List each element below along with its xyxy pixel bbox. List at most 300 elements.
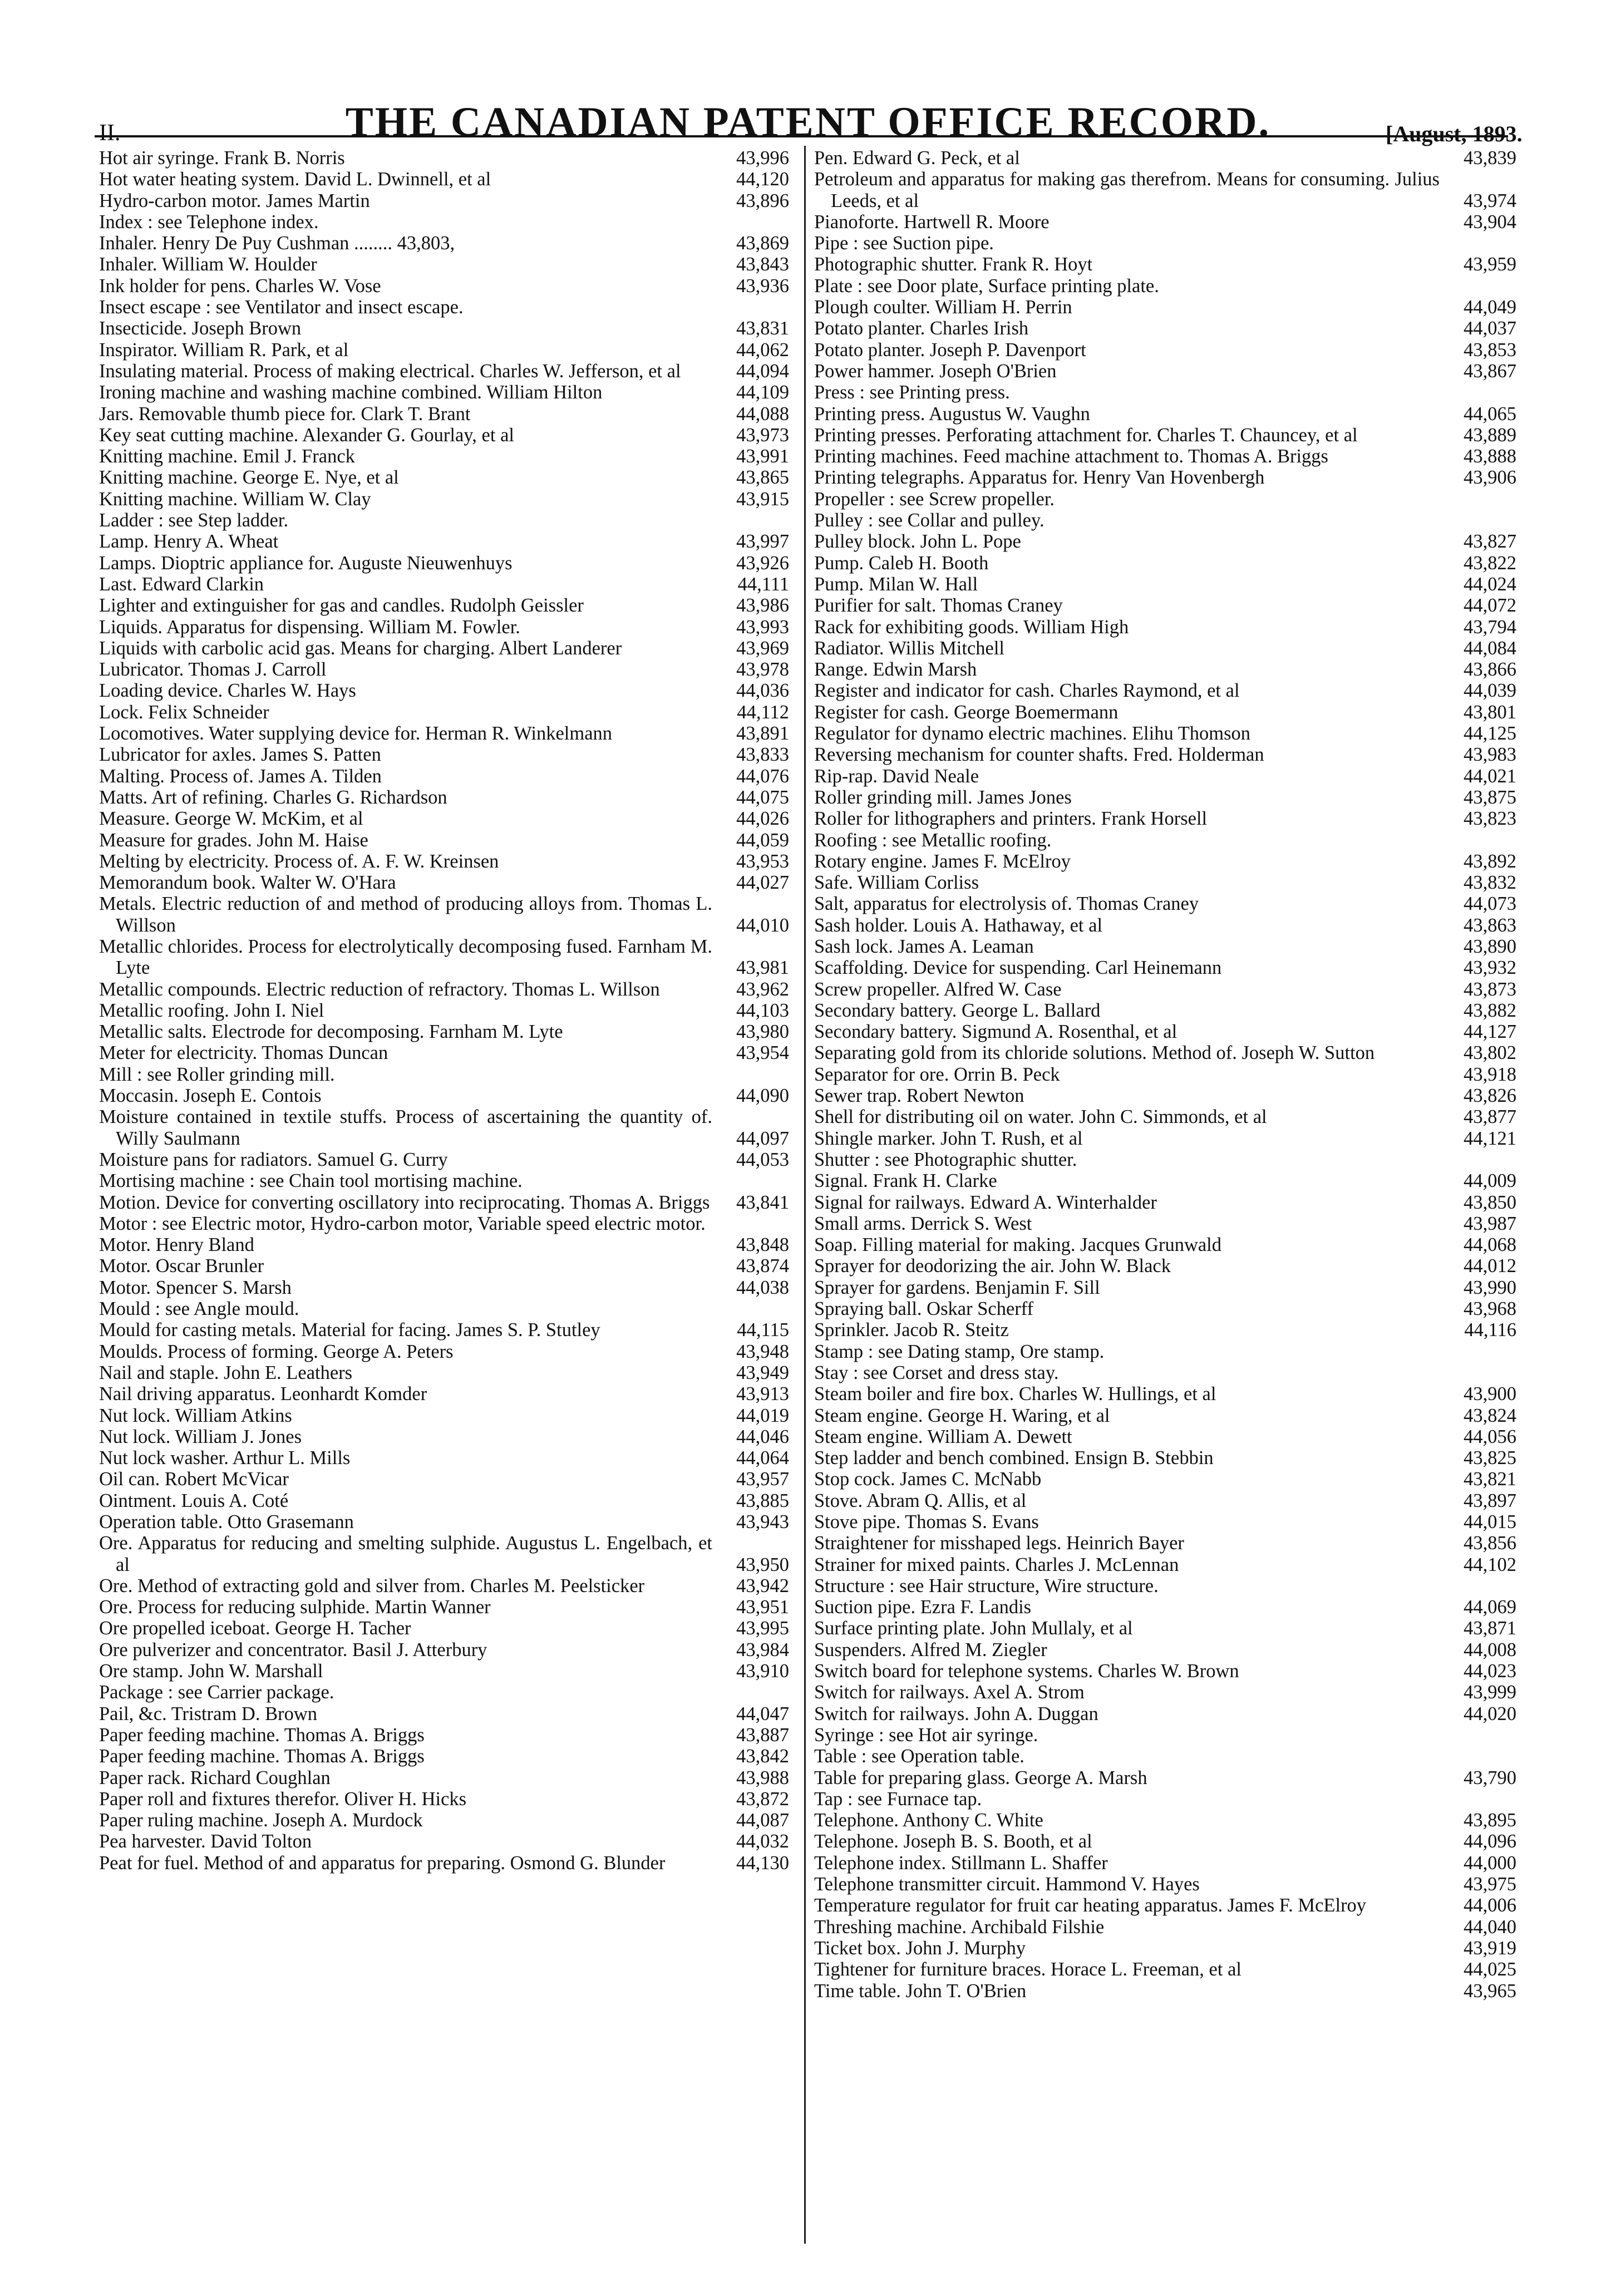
index-entry [99,1682,789,1703]
patent-number: 44,115 [737,1319,789,1341]
index-entry [814,1980,1516,2002]
entry-text: Separator for ore. Orrin B. Peck [814,1063,1060,1085]
patent-number: 44,036 [736,680,789,702]
entry-text: Inhaler. William W. Houlder [99,254,317,275]
entry-text: Roller grinding mill. James Jones [814,786,1072,808]
index-entry [99,211,789,233]
entry-text: Rotary engine. James F. McElroy [814,850,1071,872]
entry-text: Telephone. Joseph B. S. Booth, et al [814,1831,1092,1852]
patent-number: 43,866 [1464,659,1516,681]
patent-number: 44,069 [1464,1597,1516,1618]
patent-number: 43,882 [1464,999,1516,1021]
index-entry [814,1341,1516,1362]
entry-text: Oil can. Robert McVicar [99,1469,289,1490]
entry-text: Motor : see Electric motor, Hydro-carbon motor, Variable speed electric motor. [99,1213,706,1234]
index-entry [814,1938,1516,1959]
index-entry [99,1298,789,1319]
entry-text: Small arms. Derrick S. West [814,1213,1032,1234]
index-entry [814,1021,1516,1042]
index-entry [99,318,789,339]
entry-text: Soap. Filling material for making. Jacques Grunwald [814,1234,1222,1256]
patent-number: 43,965 [1464,1980,1516,2002]
entry-text: Table for preparing glass. George A. Marsh [814,1767,1147,1788]
patent-number: 43,871 [1464,1618,1516,1639]
entry-text: Memorandum book. Walter W. O'Hara [99,872,396,894]
patent-number: 43,910 [736,1661,789,1682]
entry-text: Switch for railways. John A. Duggan [814,1703,1098,1725]
index-entry [814,702,1516,723]
patent-number: 43,936 [736,275,789,297]
index-entry [814,1554,1516,1575]
index-entry [99,723,789,744]
index-entry [814,275,1516,297]
index-entry [814,1788,1516,1810]
index-entry [814,1639,1516,1661]
entry-text: Nut lock washer. Arthur L. Mills [99,1447,351,1469]
entry-text: Structure : see Hair structure, Wire structure. [814,1575,1159,1597]
index-entry [814,1725,1516,1746]
entry-text: Time table. John T. O'Brien [814,1980,1027,2002]
entry-text: Table : see Operation table. [814,1746,1024,1767]
patent-number: 43,869 [736,233,789,254]
index-entry [814,1128,1516,1149]
index-entry [99,1362,789,1383]
index-entry [99,361,789,382]
patent-number: 43,954 [736,1042,789,1064]
entry-text: Press : see Printing press. [814,382,1010,403]
entry-text: Reversing mechanism for counter shafts. Fred. Holderman [814,744,1264,766]
entry-text: Motor. Henry Bland [99,1234,254,1256]
entry-text: Metallic roofing. John I. Niel [99,999,324,1021]
patent-number: 43,919 [1464,1937,1516,1959]
patent-number: 44,039 [1464,680,1516,702]
index-entry [814,1106,1516,1127]
index-entry [99,680,789,701]
entry-text: Ointment. Louis A. Coté [99,1490,289,1511]
index-entry [99,638,789,659]
index-entry [99,403,789,425]
entry-text: Shell for distributing oil on water. John C. Simmonds, et al [814,1106,1267,1128]
index-entry [99,1149,789,1170]
right-column [814,147,1516,2002]
patent-number: 44,072 [1464,595,1516,617]
index-entry [99,1511,789,1533]
entry-text: Measure for grades. John M. Haise [99,829,368,851]
entry-text: Rack for exhibiting goods. William High [814,616,1129,638]
entry-text: Hydro-carbon motor. James Martin [99,190,370,211]
index-entry [99,979,789,1000]
patent-number: 43,975 [1464,1874,1516,1895]
entry-text: Ticket box. John J. Murphy [814,1937,1026,1959]
index-entry [99,147,789,169]
patent-number: 43,969 [736,637,789,659]
entry-text: Ore. Method of extracting gold and silver from. Charles M. Peelsticker [99,1575,645,1597]
entry-text: Liquids with carbolic acid gas. Means for charging. Albert Landerer [99,637,622,659]
patent-number: 43,895 [1464,1810,1516,1831]
patent-number: 44,049 [1464,297,1516,318]
patent-number: 43,915 [736,488,789,510]
index-entry [99,531,789,552]
entry-text: Shingle marker. John T. Rush, et al [814,1127,1083,1149]
entry-text: Locomotives. Water supplying device for. Herman R. Winkelmann [99,723,613,745]
index-entry [814,808,1516,829]
index-entry [814,744,1516,765]
index-entry [99,1788,789,1810]
entry-text: Register and indicator for cash. Charles Raymond, et al [814,680,1240,702]
patent-number: 43,856 [1464,1533,1516,1554]
entry-text: Nail driving apparatus. Leonhardt Komder [99,1383,427,1405]
index-entry [814,638,1516,659]
entry-text: Moisture contained in textile stuffs. Process of ascertaining the quantity of. Willy Saulmann [99,1106,712,1149]
index-entry [814,1255,1516,1277]
patent-number: 43,997 [736,531,789,553]
entry-text: Telephone index. Stillmann L. Shaffer [814,1852,1108,1874]
patent-number: 43,986 [736,595,789,617]
index-entry [814,1192,1516,1213]
index-entry [814,1000,1516,1021]
index-entry [814,1490,1516,1511]
index-entry [814,425,1516,446]
patent-number: 43,833 [736,744,789,766]
entry-text: Pea harvester. David Tolton [99,1831,312,1852]
entry-text: Stove pipe. Thomas S. Evans [814,1511,1039,1533]
entry-text: Mould for casting metals. Material for facing. James S. P. Stutley [99,1319,600,1341]
index-entry [99,1255,789,1277]
entry-text: Radiator. Willis Mitchell [814,637,1004,659]
patent-number: 43,867 [1464,360,1516,382]
entry-text: Spraying ball. Oskar Scherff [814,1298,1034,1320]
index-entry [814,403,1516,425]
entry-text: Printing machines. Feed machine attachment to. Thomas A. Briggs [814,446,1328,467]
entry-text: Motor. Spencer S. Marsh [99,1277,292,1298]
entry-text: Photographic shutter. Frank R. Hoyt [814,254,1093,275]
index-entry [99,1725,789,1746]
patent-number: 43,996 [736,147,789,169]
patent-number: 43,897 [1464,1490,1516,1511]
patent-number: 43,872 [736,1788,789,1810]
index-entry [814,574,1516,595]
entry-text: Printing telegraphs. Apparatus for. Henry Van Hovenbergh [814,467,1265,489]
index-entry [99,830,789,851]
entry-text: Lubricator. Thomas J. Carroll [99,659,327,681]
entry-text: Printing presses. Perforating attachment for. Charles T. Chauncey, et al [814,424,1358,446]
entry-text: Inspirator. William R. Park, et al [99,339,349,361]
entry-text: Pulley block. John L. Pope [814,531,1021,553]
index-entry [99,1213,789,1234]
patent-number: 43,988 [736,1767,789,1788]
entry-text: Last. Edward Clarkin [99,573,264,595]
entry-text: Suction pipe. Ezra F. Landis [814,1597,1032,1618]
index-entry [99,233,789,254]
index-entry [99,489,789,510]
index-entry [814,233,1516,254]
patent-number: 44,032 [736,1831,789,1852]
patent-number: 43,990 [1464,1277,1516,1298]
patent-number: 43,802 [1464,1042,1516,1064]
entry-text: Peat for fuel. Method of and apparatus for preparing. Osmond G. Blunder [99,1852,666,1874]
patent-number: 43,978 [736,659,789,681]
entry-text: Syringe : see Hot air syringe. [814,1724,1038,1746]
entry-text: Matts. Art of refining. Charles G. Richardson [99,786,447,808]
index-entry [99,617,789,638]
entry-text: Insect escape : see Ventilator and insect escape. [99,297,464,318]
patent-number: 43,942 [736,1575,789,1597]
index-entry [814,553,1516,574]
index-entry [814,254,1516,275]
entry-text: Separating gold from its chloride solutions. Method of. Joseph W. Sutton [814,1042,1375,1064]
patent-number: 44,047 [736,1703,789,1725]
patent-number: 44,121 [1464,1127,1516,1149]
index-entry [99,510,789,531]
entry-text: Sprinkler. Jacob R. Steitz [814,1319,1009,1341]
patent-number: 43,943 [736,1511,789,1533]
index-entry [99,297,789,318]
patent-number: 43,926 [736,552,789,574]
patent-number: 43,887 [736,1724,789,1746]
entry-text: Metallic compounds. Electric reduction of refractory. Thomas L. Willson [99,978,660,1000]
entry-text: Knitting machine. William W. Clay [99,488,371,510]
entry-text: Paper ruling machine. Joseph A. Murdock [99,1810,423,1831]
patent-number: 44,111 [737,573,789,595]
index-entry [99,190,789,211]
entry-text: Measure. George W. McKim, et al [99,808,363,830]
patent-number: 43,885 [736,1490,789,1511]
entry-text: Stop cock. James C. McNabb [814,1469,1042,1490]
entry-text: Printing press. Augustus W. Vaughn [814,403,1090,425]
patent-number: 44,000 [1464,1852,1516,1874]
patent-number: 43,949 [736,1362,789,1383]
index-entry [814,1469,1516,1490]
patent-number: 44,125 [1464,723,1516,745]
index-entry [99,1277,789,1298]
entry-text: Hot air syringe. Frank B. Norris [99,147,345,169]
entry-text: Moccasin. Joseph E. Contois [99,1085,322,1107]
entry-text: Insecticide. Joseph Brown [99,318,302,339]
entry-text: Stamp : see Dating stamp, Ore stamp. [814,1341,1105,1362]
index-entry [814,1511,1516,1533]
entry-text: Paper feeding machine. Thomas A. Briggs [99,1746,425,1767]
index-entry [814,1852,1516,1874]
index-entry [99,1852,789,1874]
entry-text: Package : see Carrier package. [99,1682,334,1703]
entry-text: Ore propelled iceboat. George H. Tacher [99,1618,411,1639]
index-entry [99,1703,789,1725]
index-entry [99,872,789,893]
index-entry [814,1703,1516,1725]
entry-text: Motion. Device for converting oscillatory into reciprocating. Thomas A. Briggs [99,1191,710,1213]
entry-text: Steam engine. William A. Dewett [814,1426,1072,1447]
patent-number: 43,932 [1464,957,1516,979]
entry-text: Malting. Process of. James A. Tilden [99,765,382,787]
patent-number: 43,983 [1464,744,1516,766]
entry-text: Shutter : see Photographic shutter. [814,1149,1077,1170]
index-entry [814,211,1516,233]
page-title: THE CANADIAN PATENT OFFICE RECORD. [345,99,1271,145]
patent-number: 43,993 [736,616,789,638]
entry-text: Regulator for dynamo electric machines. Elihu Thomson [814,723,1251,745]
entry-text: Roofing : see Metallic roofing. [814,829,1052,851]
index-entry [99,1383,789,1405]
entry-text: Liquids. Apparatus for dispensing. William M. Fowler. [99,616,520,638]
entry-text: Paper roll and fixtures therefor. Oliver H. Hicks [99,1788,467,1810]
entry-text: Ore. Process for reducing sulphide. Martin Wanner [99,1597,491,1618]
entry-text: Tightener for furniture braces. Horace L. Freeman, et al [814,1959,1241,1980]
entry-text: Lubricator for axles. James S. Patten [99,744,381,766]
index-entry [814,680,1516,701]
index-entry [99,467,789,488]
entry-text: Metallic salts. Electrode for decomposing. Farnham M. Lyte [99,1021,563,1043]
patent-number: 44,112 [737,701,789,723]
patent-number: 44,102 [1464,1554,1516,1575]
index-entry [814,1383,1516,1405]
entry-text: Rip-rap. David Neale [814,765,979,787]
patent-number: 43,822 [1464,552,1516,574]
entry-text: Melting by electricity. Process of. A. F. W. Kreinsen [99,850,499,872]
index-entry [99,425,789,446]
entry-text: Signal. Frank H. Clarke [814,1170,997,1192]
index-entry [99,1426,789,1447]
index-entry [99,1447,789,1469]
patent-number: 44,006 [1464,1895,1516,1916]
index-entry [814,851,1516,872]
patent-number: 44,096 [1464,1831,1516,1852]
index-entry [99,851,789,872]
patent-number: 43,841 [736,1191,789,1213]
index-entry [814,1661,1516,1682]
entry-text: Safe. William Corliss [814,872,979,894]
index-entry [99,1533,789,1575]
patent-number: 43,968 [1464,1298,1516,1320]
entry-text: Telephone. Anthony C. White [814,1810,1043,1831]
index-entry [814,510,1516,531]
index-entry [99,254,789,275]
entry-text: Roller for lithographers and printers. Frank Horsell [814,808,1208,830]
entry-text: Key seat cutting machine. Alexander G. Gourlay, et al [99,424,514,446]
index-entry [99,1064,789,1085]
entry-text: Ore stamp. John W. Marshall [99,1661,323,1682]
index-entry [99,1000,789,1021]
entry-text: Secondary battery. George L. Ballard [814,999,1101,1021]
index-entry [814,382,1516,403]
patent-number: 43,874 [736,1255,789,1277]
patent-number: 43,974 [1464,190,1516,211]
patent-number: 43,980 [736,1021,789,1043]
entry-text: Pipe : see Suction pipe. [814,233,994,254]
entry-text: Ironing machine and washing machine combined. William Hilton [99,382,603,403]
patent-number: 43,853 [1464,339,1516,361]
index-entry [814,595,1516,616]
patent-number: 43,981 [736,957,789,979]
patent-number: 44,109 [736,382,789,403]
index-entry [814,1319,1516,1341]
patent-number: 44,056 [1464,1426,1516,1447]
entry-text: Inhaler. Henry De Puy Cushman ........ 43,803, [99,233,455,254]
header-rule [95,135,1508,137]
index-entry [99,1639,789,1661]
entry-text: Surface printing plate. John Mullaly, et al [814,1618,1133,1639]
index-entry [814,1298,1516,1319]
patent-number: 44,116 [1464,1319,1516,1341]
patent-number: 44,020 [1464,1703,1516,1725]
entry-text: Ladder : see Step ladder. [99,510,289,531]
patent-number: 44,068 [1464,1234,1516,1256]
index-entry [814,617,1516,638]
index-entry [814,318,1516,339]
patent-number: 43,790 [1464,1767,1516,1788]
patent-number: 44,038 [736,1277,789,1298]
entry-text: Mortising machine : see Chain tool mortising machine. [99,1170,523,1192]
patent-number: 43,890 [1464,935,1516,957]
index-entry [814,1362,1516,1383]
index-entry [814,1426,1516,1447]
entry-text: Pump. Caleb H. Booth [814,552,989,574]
entry-text: Power hammer. Joseph O'Brien [814,360,1057,382]
index-entry [99,702,789,723]
index-entry [99,1106,789,1149]
index-entry [99,1170,789,1191]
patent-number: 43,951 [736,1597,789,1618]
patent-number: 44,012 [1464,1255,1516,1277]
patent-number: 43,827 [1464,531,1516,553]
entry-text: Switch for railways. Axel A. Strom [814,1682,1085,1703]
patent-number: 43,794 [1464,616,1516,638]
index-entry [814,297,1516,318]
index-entry [814,957,1516,978]
patent-number: 43,832 [1464,872,1516,894]
entry-text: Threshing machine. Archibald Filshie [814,1916,1105,1938]
index-entry [814,1575,1516,1597]
index-entry [99,893,789,936]
index-entry [99,744,789,765]
patent-number: 44,015 [1464,1511,1516,1533]
entry-text: Stay : see Corset and dress stay. [814,1362,1059,1383]
entry-text: Moulds. Process of forming. George A. Peters [99,1341,454,1362]
entry-text: Sash lock. James A. Leaman [814,935,1034,957]
index-entry [814,361,1516,382]
patent-number: 43,991 [736,446,789,467]
index-entry [814,1064,1516,1085]
patent-number: 43,888 [1464,446,1516,467]
entry-text: Mould : see Angle mould. [99,1298,299,1320]
index-entry [99,1192,789,1213]
index-entry [99,275,789,297]
patent-number: 43,824 [1464,1405,1516,1426]
entry-text: Ore pulverizer and concentrator. Basil J. Atterbury [99,1639,487,1661]
patent-number: 43,848 [736,1234,789,1256]
index-entry [814,936,1516,957]
patent-number: 43,865 [736,467,789,489]
index-entry [99,553,789,574]
index-entry [814,339,1516,361]
index-entry [814,1874,1516,1895]
patent-number: 44,127 [1464,1021,1516,1043]
page-header [0,53,1616,146]
index-entry [814,1746,1516,1767]
index-entry [99,1661,789,1682]
index-entry [99,1746,789,1767]
patent-number: 43,948 [736,1341,789,1362]
entry-text: Plough coulter. William H. Perrin [814,297,1072,318]
index-entry [814,1149,1516,1170]
patent-number: 44,090 [736,1085,789,1107]
index-entry [814,1618,1516,1639]
patent-number: 43,953 [736,850,789,872]
patent-number: 44,094 [736,360,789,382]
patent-number: 43,801 [1464,701,1516,723]
entry-text: Sprayer for gardens. Benjamin F. Sill [814,1277,1100,1298]
index-entry [99,1042,789,1063]
index-entry [814,723,1516,744]
